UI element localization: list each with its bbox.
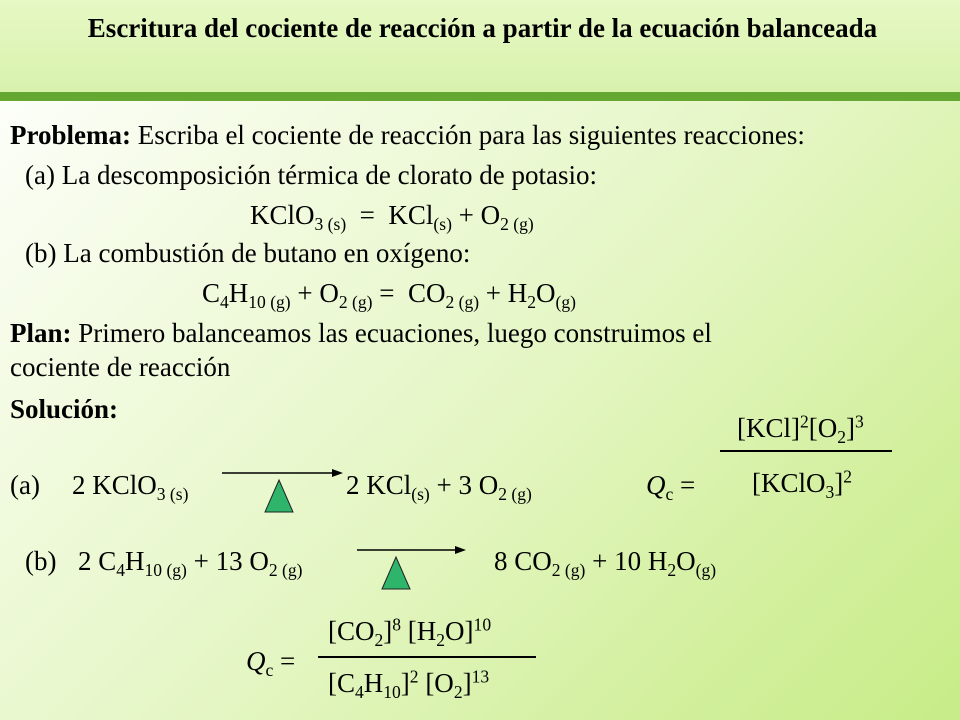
qc-b-numerator: $[CO_2]^8$ $[H_2O]^{10}$ <box>328 614 492 651</box>
page-title: Escritura del cociente de reacción a partir de la ecuación balanceada <box>87 13 878 43</box>
problem-a-text: (a) La descomposición térmica de clorato de potasio: <box>25 160 598 190</box>
plan-label: Plan: <box>10 318 72 348</box>
equation-a-unbalanced: KClO$_{3 (s)}$ = $KCl_{(s)} + O_{2 (g)}$ <box>250 200 534 235</box>
equation-b-reactants: 2 $C_4H_{10 (g)} + 13$ $O_{2 (g)}$ <box>78 546 303 581</box>
plan-text-1: Primero balanceamos las ecuaciones, luego construimos el <box>71 318 712 348</box>
qc-b-fraction-bar <box>318 656 536 658</box>
problem-label: Problema: <box>10 120 131 150</box>
equation-b-label: (b) <box>25 546 57 576</box>
equation-a-reactants: 2 KClO$_{3 (s)}$ <box>72 470 189 505</box>
qc-b-denominator: $[C_4H_{10}]^2$ $[O_2]^{13}$ <box>328 666 490 703</box>
heat-triangle-icon <box>263 478 295 514</box>
plan-line-2: cociente de reacción <box>10 352 231 382</box>
title-divider <box>0 92 960 101</box>
equation-b-products: 8 $CO_{2 (g)} + 10$ $H_2O_{(g)}$ <box>494 546 717 581</box>
plan-line-1 <box>10 318 712 348</box>
problem-statement <box>10 120 805 150</box>
equation-a-products: 2 KCl$_{(s)}$ + 3 $O_{2 (g)}$ <box>346 470 532 505</box>
qc-a-numerator: $[KCl]^2[O_2]^3$ <box>737 411 864 448</box>
problem-b-text: (b) La combustión de butano en oxígeno: <box>25 238 471 268</box>
qc-b-symbol: $Q_c$ = <box>246 646 296 681</box>
equation-a-label: (a) <box>10 470 40 500</box>
reaction-arrow-b <box>357 543 467 557</box>
problem-text: Escriba el cociente de reacción para las siguientes reacciones: <box>130 120 805 150</box>
qc-a-denominator: [KClO$_3$]$^2$ <box>752 466 853 503</box>
qc-a-symbol: $Q_c$ = <box>646 470 696 505</box>
equation-b-unbalanced: $C_4H_{10 (g)} + O_{2 (g)} = CO_{2 (g)} + H_2O_{(g)}$ <box>202 278 576 313</box>
heat-triangle-icon <box>380 555 412 591</box>
qc-a-fraction-bar <box>720 450 892 452</box>
solution-label: Solución: <box>10 394 119 424</box>
